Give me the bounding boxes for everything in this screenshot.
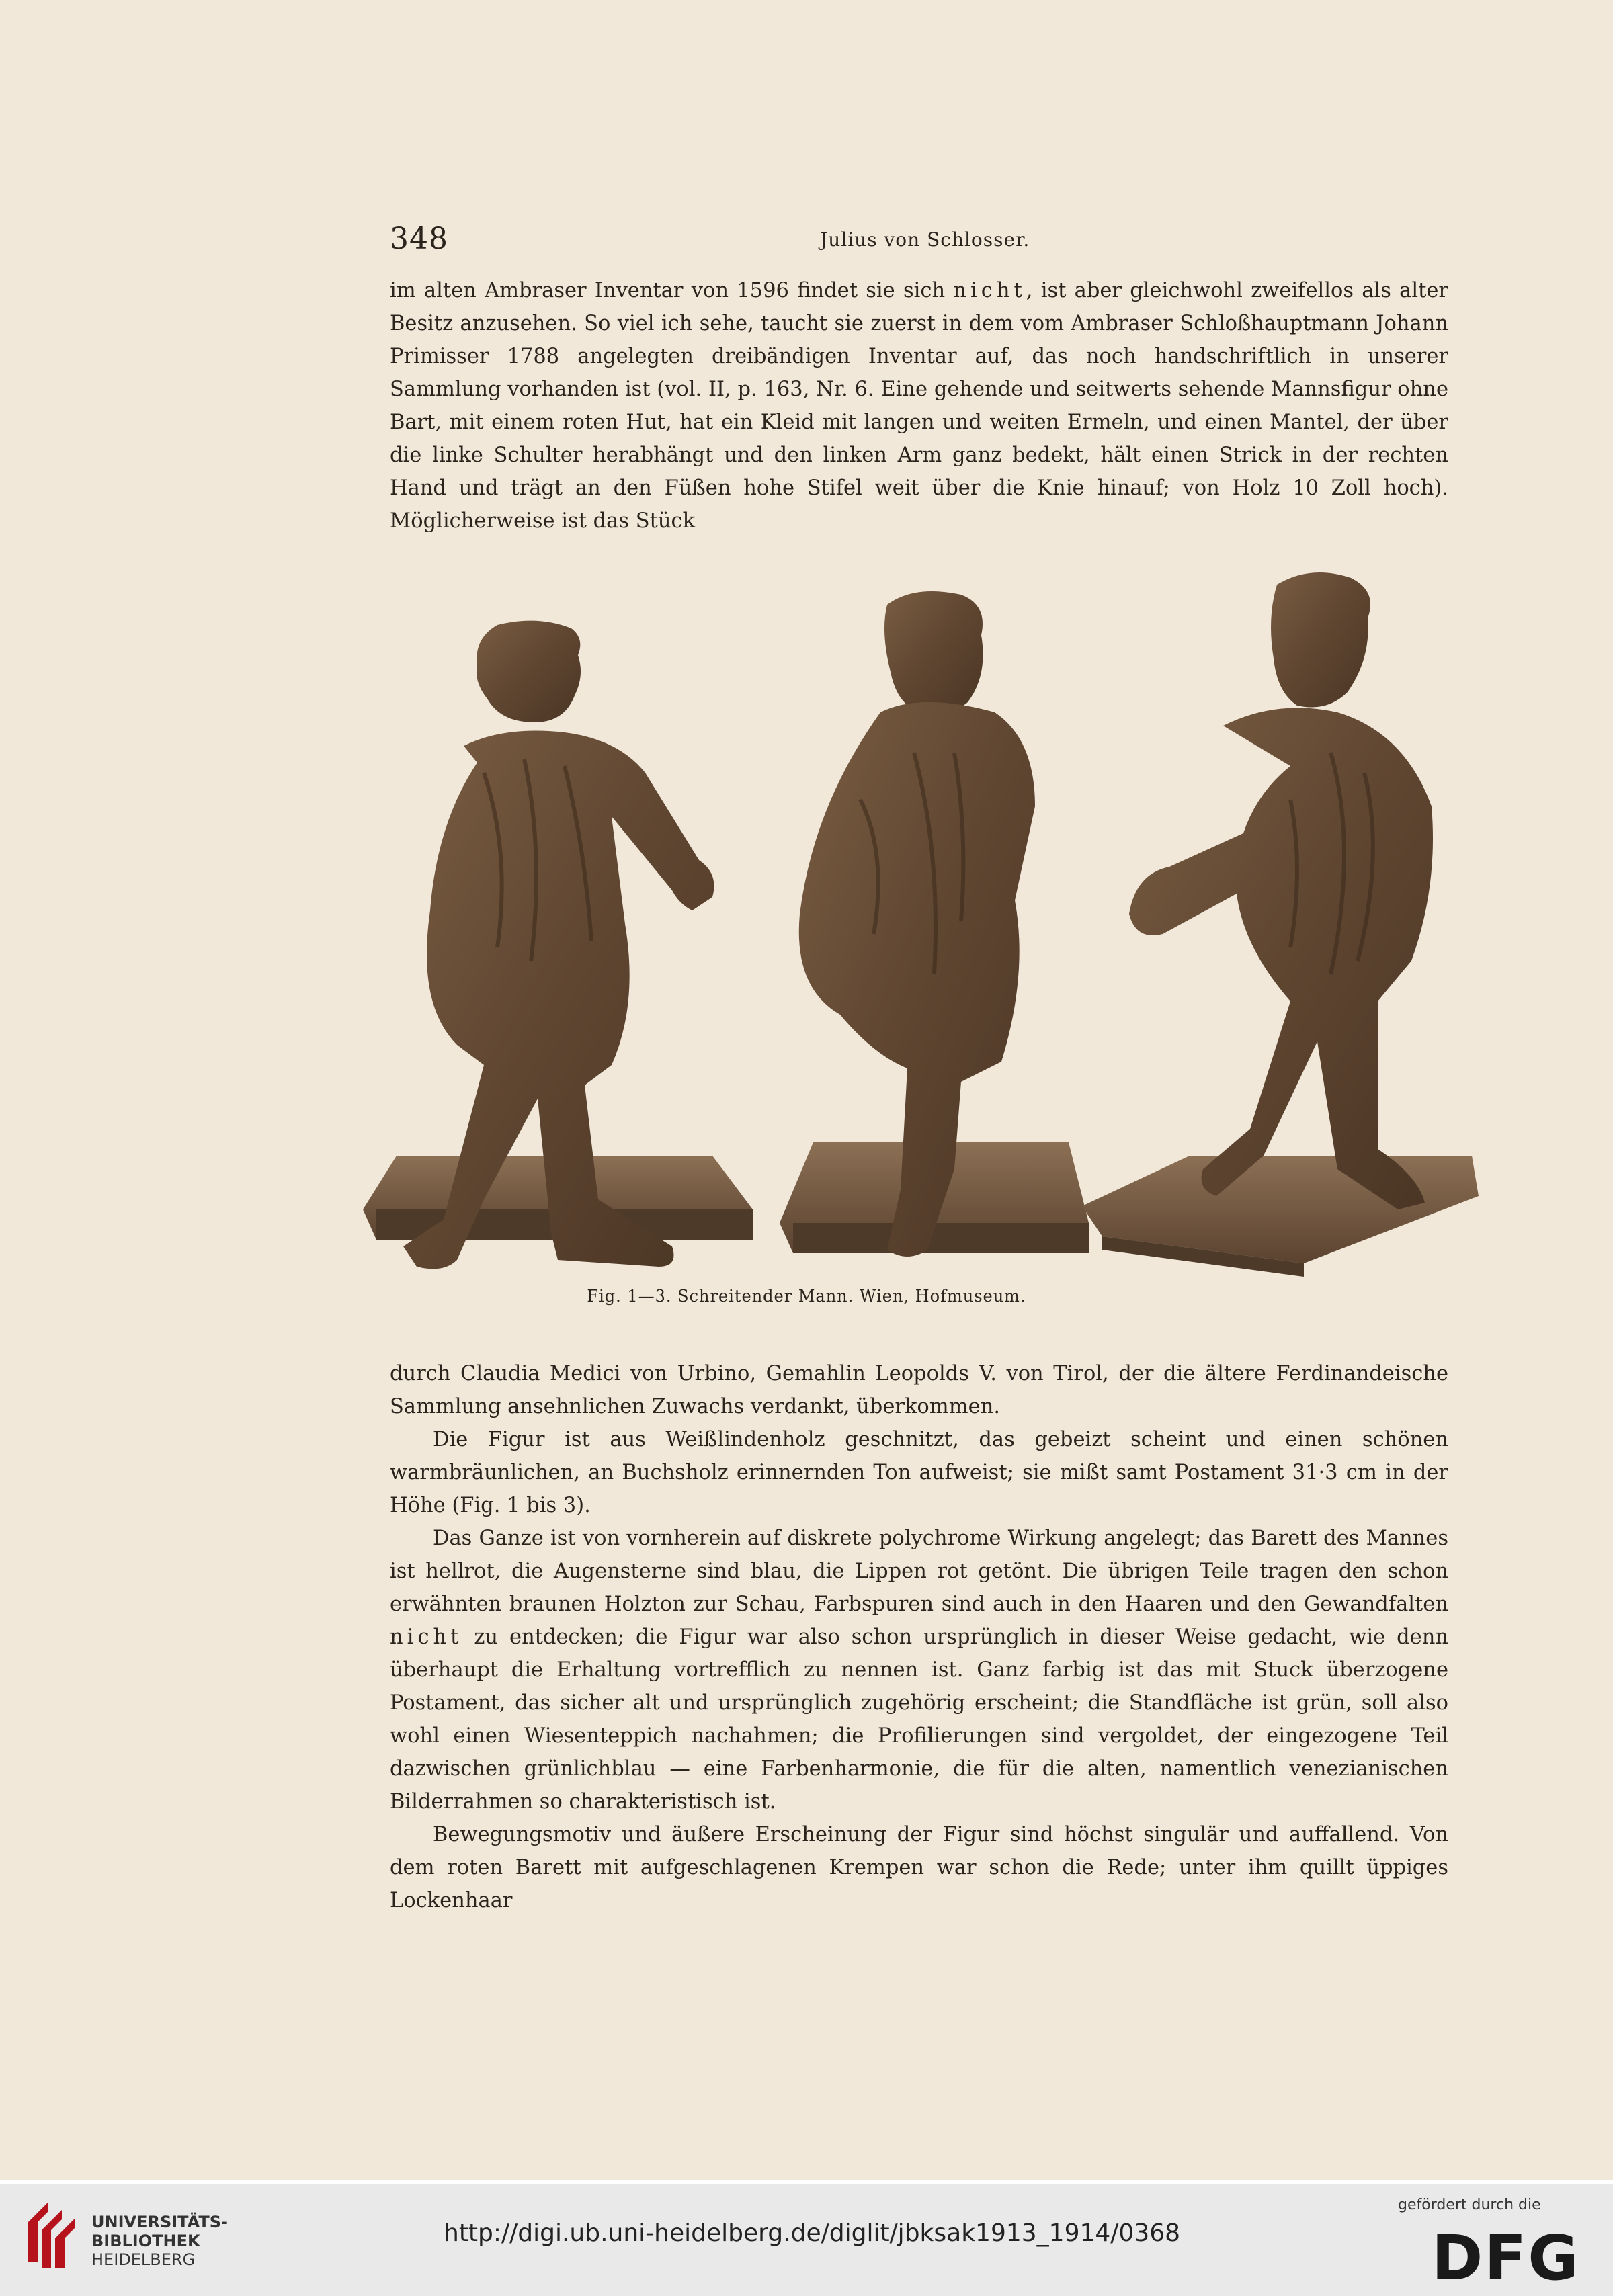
dfg-logo[interactable]: DFG [1432,2222,1580,2294]
figure-caption: Fig. 1—3. Schreitender Mann. Wien, Hofmuseum. [587,1287,1026,1306]
body-text-top [390,274,1448,538]
paragraph: im alten Ambraser Inventar von 1596 findet sie sich nicht, ist aber gleichwohl zweifellos als alter Besitz anzusehen. So viel ich sehe, taucht sie zuerst in dem vom Ambraser Schloßhauptmann Johann Primisser 1788 angelegten dreibändigen Inventar auf, das noch handschriftlich in unserer Sammlung vorhanden ist (vol. II, p. 163, Nr. 6. Eine gehende und seitwerts sehende Mannsfigur ohne Bart, mit einem roten Hut, hat ein Kleid mit langen und weiten Ermeln, und einen Mantel, der über die linke Schulter herabhängt und den linken Arm ganz bedekt, hält einen Strick in der rechten Hand und trägt an den Füßen hohe Stifel weit über die Knie hinauf; von Holz 10 Zoll hoch). Möglicherweise ist das Stück [390,279,1448,533]
sculpture-side-view [780,591,1089,1257]
viewer-footer [0,2180,1613,2296]
figure-illustration [349,531,1492,1277]
sculpture-back-view [363,621,753,1269]
university-library-logo-icon[interactable] [22,2195,78,2270]
body-text-bottom [390,1357,1448,1917]
permalink-url[interactable]: http://digi.ub.uni-heidelberg.de/diglit/jbksak1913_1914/0368 [444,2219,1181,2247]
paragraph: Das Ganze ist von vornherein auf diskrete polychrome Wirkung angelegt; das Barett des Mannes ist hellrot, die Augensterne sind blau, die Lippen rot getönt. Die übrigen Teile tragen den schon erwähnten braunen Holzton zur Schau, Farbspuren sind auch in den Haaren und den Gewandfalten nicht zu entdecken; die Figur war also schon ursprünglich in dieser Weise gedacht, wie denn überhaupt die Erhaltung vortrefflich zu nennen ist. Ganz farbig ist das mit Stuck überzogene Postament, das sicher alt und ursprünglich zugehörig erscheint; die Standfläche ist grün, soll also wohl einen Wiesenteppich nachahmen; die Profilierungen sind vergoldet, der eingezogene Teil dazwischen grünlichblau — eine Farbenharmonie, die für die alten, namentlich venezianischen Bilderrahmen so charakteristisch ist. [390,1527,1448,1814]
funding-note: gefördert durch die [1398,2197,1541,2213]
emphasis-spaced: nicht [953,279,1026,302]
running-title: Julius von Schlosser. [820,228,1030,251]
footer-divider [0,2180,1613,2184]
paragraph: Bewegungsmotiv und äußere Erscheinung der Figur sind höchst singulär und auffallend. Von dem roten Barett mit aufgeschlagenen Krempen war schon die Rede; unter ihm quillt üppiges Lockenhaar [390,1823,1448,1912]
paragraph: Die Figur ist aus Weißlindenholz geschnitzt, das gebeizt scheint und einen schönen warmbräunlichen, an Buchsholz erinnernden Ton aufweist; sie mißt samt Postament 31·3 cm in der Höhe (Fig. 1 bis 3). [390,1428,1448,1517]
page-number: 348 [390,222,448,256]
running-head [390,222,1445,262]
emphasis-spaced: nicht [390,1625,463,1649]
figure-sculptures [349,531,1492,1277]
university-library-name[interactable]: UNIVERSITÄTS- BIBLIOTHEK HEIDELBERG [91,2213,229,2269]
sculpture-front-view [1082,572,1479,1277]
paragraph: durch Claudia Medici von Urbino, Gemahlin Leopolds V. von Tirol, der die ältere Ferdinandeische Sammlung ansehnlichen Zuwachs verdankt, überkommen. [390,1362,1448,1418]
